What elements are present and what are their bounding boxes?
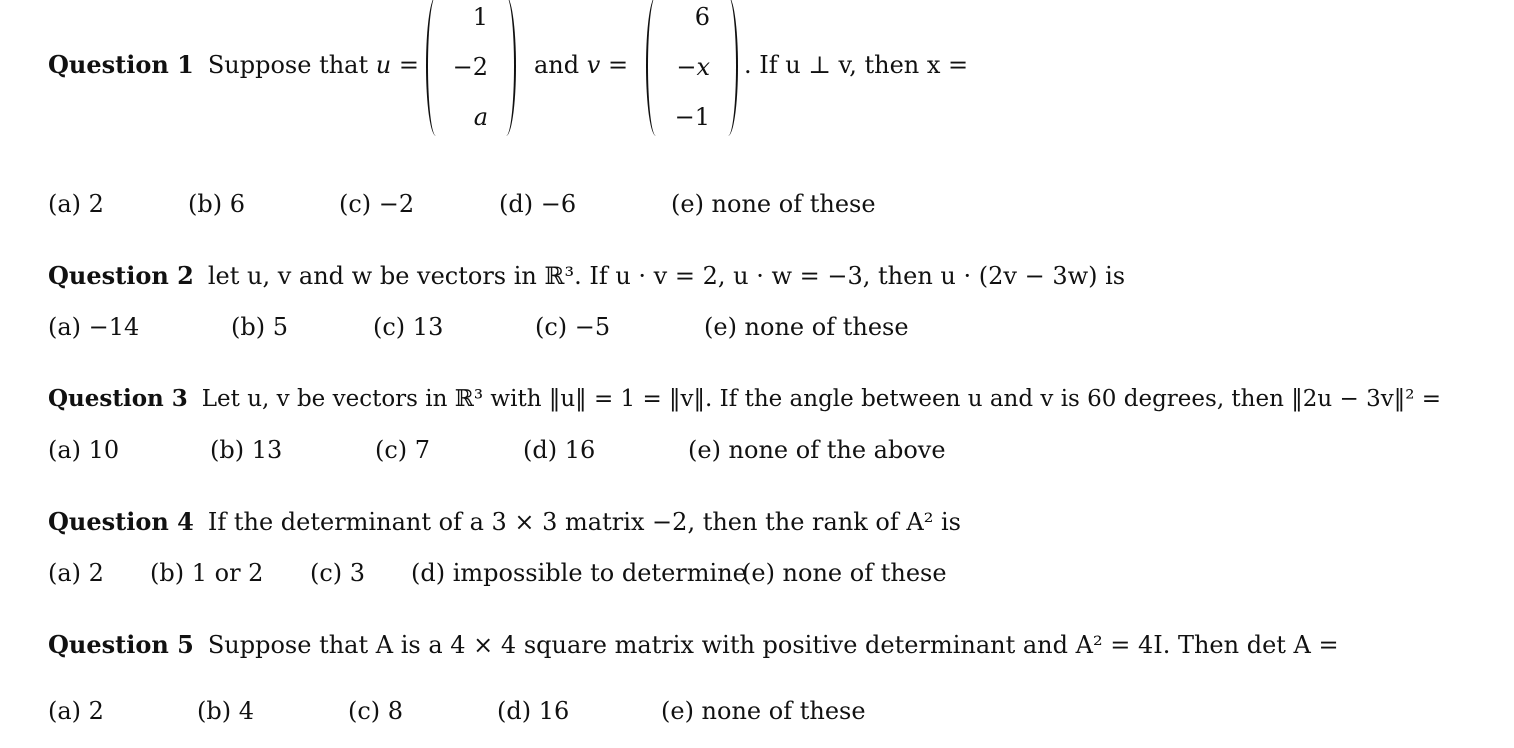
question-1: [48, 50, 419, 80]
question-2-option-e[interactable]: (e) none of these: [704, 313, 909, 341]
question-4-label: Question 4: [48, 507, 194, 536]
question-4-text: If the determinant of a 3 × 3 matrix −2, then the rank of A² is: [207, 508, 961, 536]
question-3-text: Let u, v be vectors in ℝ³ with ‖u‖ = 1 = ‖v‖. If the angle between u and v is 60 degrees, then ‖2u − 3v‖² =: [201, 386, 1441, 412]
question-1-v-eq: v =: [586, 51, 629, 79]
vector-u-left-paren: [426, 0, 446, 136]
question-1-option-e[interactable]: (e) none of these: [671, 190, 876, 218]
vector-v-entry-1: 6: [694, 3, 710, 31]
question-1-middle: [534, 50, 628, 80]
question-4-option-a[interactable]: (a) 2: [48, 559, 104, 587]
vector-u-right-paren: [496, 0, 516, 136]
question-2-option-b[interactable]: (b) 5: [231, 313, 288, 341]
vector-u: [426, 0, 516, 136]
question-3-option-e[interactable]: (e) none of the above: [688, 436, 946, 464]
question-4-option-e[interactable]: (e) none of these: [742, 559, 947, 587]
question-5-text: Suppose that A is a 4 × 4 square matrix with positive determinant and A² = 4I. Then det A =: [207, 631, 1339, 659]
question-1-end: [744, 50, 968, 80]
question-3-label: Question 3: [48, 385, 188, 412]
question-5-option-d[interactable]: (d) 16: [497, 697, 570, 725]
question-2-text: let u, v and w be vectors in ℝ³. If u · v = 2, u · w = −3, then u · (2v − 3w) is: [207, 262, 1126, 290]
question-5-option-e[interactable]: (e) none of these: [661, 697, 866, 725]
question-2-option-a[interactable]: (a) −14: [48, 313, 140, 341]
question-4: [48, 507, 961, 537]
question-5: [48, 630, 1339, 660]
question-5-option-c[interactable]: (c) 8: [348, 697, 404, 725]
question-3-option-d[interactable]: (d) 16: [523, 436, 596, 464]
vector-u-entry-3: a: [473, 103, 488, 131]
question-1-u-eq: u =: [375, 51, 419, 79]
vector-u-entry-2: −2: [452, 53, 488, 81]
question-1-option-c[interactable]: (c) −2: [339, 190, 415, 218]
vector-v-entry-2: −x: [676, 53, 710, 81]
question-3-option-b[interactable]: (b) 13: [210, 436, 283, 464]
vector-v: [646, 0, 738, 136]
question-4-option-d[interactable]: (d) impossible to determine: [411, 559, 747, 587]
vector-v-entry-3: −1: [674, 103, 710, 131]
question-1-text-end: . If u ⊥ v, then x =: [744, 51, 969, 79]
question-2-label: Question 2: [48, 261, 194, 290]
question-1-option-b[interactable]: (b) 6: [188, 190, 245, 218]
question-1-option-a[interactable]: (a) 2: [48, 190, 104, 218]
question-4-option-c[interactable]: (c) 3: [310, 559, 366, 587]
question-5-label: Question 5: [48, 630, 194, 659]
question-5-option-a[interactable]: (a) 2: [48, 697, 104, 725]
vector-v-left-paren: [646, 0, 666, 136]
question-3-option-a[interactable]: (a) 10: [48, 436, 120, 464]
question-1-label: Question 1: [48, 50, 194, 79]
question-3: [48, 384, 1441, 414]
question-2: [48, 261, 1125, 291]
question-3-option-c[interactable]: (c) 7: [375, 436, 431, 464]
question-2-option-c2[interactable]: (c) −5: [535, 313, 611, 341]
question-1-option-d[interactable]: (d) −6: [499, 190, 577, 218]
question-2-option-c[interactable]: (c) 13: [373, 313, 444, 341]
vector-v-right-paren: [718, 0, 738, 136]
question-5-option-b[interactable]: (b) 4: [197, 697, 254, 725]
question-4-option-b[interactable]: (b) 1 or 2: [150, 559, 264, 587]
vector-u-entry-1: 1: [472, 3, 488, 31]
question-1-and: and: [534, 51, 580, 79]
question-1-text-start: Suppose that: [207, 51, 369, 79]
